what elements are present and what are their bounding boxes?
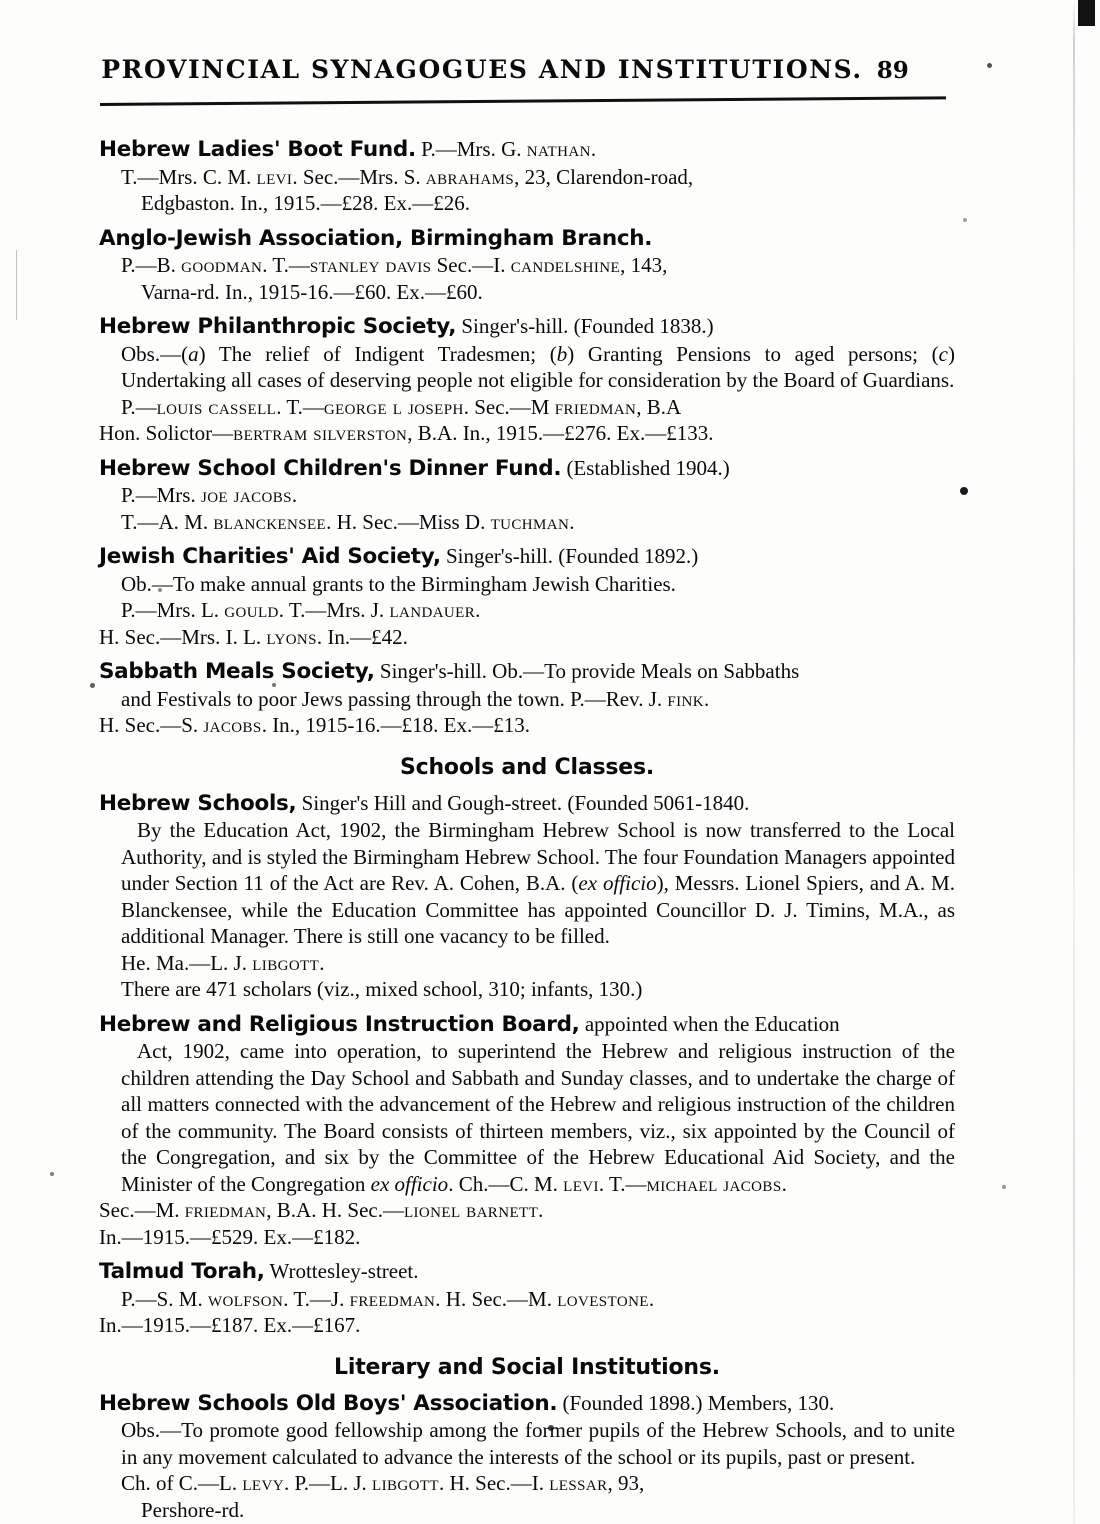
entry-detail-line: There are 471 scholars (viz., mixed school, 310; infants, 130.) — [121, 977, 643, 1001]
ink-speck — [960, 487, 968, 495]
entry-description-paragraph: Obs.—To promote good fellowship among the former pupils of the Hebrew Schools, and to unite in any movement calculated to advance the interests of the school or its pupils, past or present. — [121, 1418, 955, 1469]
entry-detail-line: In.—1915.—£187. Ex.—£167. — [99, 1313, 361, 1337]
entry-detail-line: T.—Mrs. C. M. levi. Sec.—Mrs. S. abrahams, 23, Clarendon-road, — [121, 164, 694, 189]
entry-description-paragraph: By the Education Act, 1902, the Birmingham Hebrew School is now transferred to the Local Authority, and is styled the Birmingham Hebrew School. The four Foundation Managers appointed under Section 11 of the Act are Rev. A. Cohen, B.A. (ex officio), Messrs. Lionel Spiers, and A. M. Blanckensee, while the Education Committee has appointed Councillor D. J. Timins, M.A., as additional Manager. There is still one vacancy to be filled. — [121, 818, 955, 948]
running-head — [0, 55, 1010, 84]
list-marker: c — [938, 341, 948, 366]
entry-title: Sabbath Meals Society, — [99, 659, 375, 684]
italic-phrase: ex officio — [370, 1171, 449, 1196]
name-smallcaps: libgott — [372, 1471, 439, 1495]
name-smallcaps: jacobs — [203, 713, 262, 737]
name-smallcaps: candelshine — [510, 253, 621, 277]
entry-title-line — [99, 313, 955, 341]
entry-detail-line: and Festivals to poor Jews passing through the town. P.—Rev. J. fink. — [121, 686, 710, 711]
entry-title: Hebrew and Religious Instruction Board, — [99, 1011, 580, 1037]
entry-title: Jewish Charities' Aid Society, — [99, 544, 441, 569]
entry-detail-line: Sec.—M. friedman, B.A. H. Sec.—lionel barnett. — [99, 1198, 544, 1222]
name-smallcaps: levi — [256, 164, 293, 189]
section-heading-schools-and-classes: Schools and Classes. — [399, 754, 655, 780]
entry-title-tail: Singer's-hill. Ob.—To provide Meals on Sabbaths — [379, 659, 800, 683]
entry-detail-line: P.—Mrs. L. gould. T.—Mrs. J. landauer. — [121, 598, 481, 622]
entry-detail-line: Hon. Solictor—bertram silverston, B.A. In., 1915.—£276. Ex.—£133. — [99, 421, 714, 445]
page-folio-number: 89 — [876, 57, 909, 84]
entry-description-paragraph: Act, 1902, came into operation, to superintend the Hebrew and religious instruction of the children attending the Day School and Sabbath and Sunday classes, and to undertake the charge of all matters connected with the advancement of the Hebrew and religious instruction of the children of the community. The Board consists of thirteen members, viz., six appointed by the Council of the Congregation, and six by the Committee of the Hebrew Educational Aid Society, and the Minister of the Congregation ex officio. Ch.—C. M. levi. T.—michael jacobs. — [121, 1039, 955, 1196]
name-smallcaps: friedman — [554, 394, 637, 419]
entry-detail-line: T.—A. M. blanckensee. H. Sec.—Miss D. tuchman. — [121, 509, 575, 534]
entry-detail-line: Varna-rd. In., 1915-16.—£60. Ex.—£60. — [141, 279, 483, 304]
entry-detail-line: Edgbaston. In., 1915.—£28. Ex.—£26. — [141, 191, 470, 215]
entry-detail-line: P.—Mrs. joe jacobs. — [121, 483, 298, 507]
name-smallcaps: abrahams — [425, 164, 515, 189]
entry-detail-line: Ob.—To make annual grants to the Birmingham Jewish Charities. — [121, 571, 676, 596]
entry-title-tail: appointed when the Education — [584, 1011, 840, 1036]
entry-detail-line: In.—1915.—£529. Ex.—£182. — [99, 1224, 361, 1249]
entry-detail-line: He. Ma.—L. J. libgott. — [121, 950, 325, 975]
entry-detail-line: Pershore-rd. — [141, 1497, 245, 1522]
page-edge-artifact — [1073, 0, 1075, 1524]
name-smallcaps: michael jacobs — [646, 1171, 782, 1196]
name-smallcaps: blanckensee — [213, 509, 327, 534]
name-smallcaps: goodman — [181, 253, 263, 277]
entry-detail-line: P.—louis cassell. T.—george l joseph. Sec.—M friedman, B.A — [121, 394, 682, 419]
entry-detail-line: P.—B. goodman. T.—stanley davis Sec.—I. candelshine, 143, — [121, 253, 668, 277]
name-smallcaps: lionel barnett — [403, 1198, 539, 1222]
entry-inline-detail: P.—Mrs. G. nathan. — [421, 137, 597, 161]
directory-entry-hebrew-and-religious-instruction-board — [99, 1011, 955, 1251]
name-smallcaps: george l joseph — [323, 394, 464, 419]
entry-title: Talmud Torah, — [99, 1259, 265, 1284]
entry-detail-line: H. Sec.—S. jacobs. In., 1915-16.—£18. Ex.—£13. — [99, 713, 531, 737]
entry-description-paragraph: Obs.—(a) The relief of Indigent Tradesmen; (b) Granting Pensions to aged persons; (c) Undertaking all cases of deserving people not eligible for consideration by the Board of Guardians. — [121, 341, 955, 392]
name-smallcaps: nathan — [526, 137, 591, 161]
name-smallcaps: lessar — [549, 1471, 608, 1495]
entry-title-line — [99, 225, 955, 253]
directory-entry-sabbath-meals-society — [99, 658, 955, 739]
entry-title-line — [99, 455, 955, 483]
name-smallcaps: wolfson — [207, 1286, 284, 1311]
entry-title: Hebrew Schools, — [99, 790, 297, 816]
directory-entry-hebrew-schools-old-boys-association — [99, 1390, 955, 1524]
text-column — [99, 136, 955, 1524]
ink-speck — [1002, 1185, 1006, 1189]
running-head-title: PROVINCIAL SYNAGOGUES AND INSTITUTIONS. — [101, 55, 863, 84]
entry-title-line — [99, 136, 955, 164]
entry-title: Anglo-Jewish Association, Birmingham Branch. — [99, 225, 653, 251]
name-smallcaps: landauer — [389, 598, 476, 622]
name-smallcaps: freedman — [349, 1286, 436, 1311]
ink-speck — [90, 683, 95, 688]
entry-title-tail: Wrottesley-street. — [269, 1259, 419, 1283]
name-smallcaps: levi — [563, 1171, 599, 1196]
entry-title-line — [99, 658, 955, 686]
entry-title-tail: Singer's-hill. (Founded 1892.) — [445, 544, 699, 568]
entry-title-tail: Singer's-hill. (Founded 1838.) — [461, 314, 714, 338]
directory-entry-talmud-torah — [99, 1258, 955, 1339]
italic-phrase: ex officio — [578, 871, 657, 895]
name-smallcaps: libgott — [252, 950, 320, 975]
entry-title: Hebrew School Children's Dinner Fund. — [99, 455, 562, 481]
entry-title-line — [99, 1011, 955, 1039]
entry-title-line — [99, 1390, 955, 1418]
name-smallcaps: levy — [242, 1471, 284, 1495]
entry-title: Hebrew Schools Old Boys' Association. — [99, 1390, 558, 1416]
entry-title-tail: (Established 1904.) — [566, 455, 730, 480]
name-smallcaps: fink — [667, 686, 704, 711]
entry-detail-line: Ch. of C.—L. levy. P.—L. J. libgott. H. Sec.—I. lessar, 93, — [121, 1471, 645, 1495]
name-smallcaps: louis cassell — [156, 394, 277, 419]
entry-title: Hebrew Philanthropic Society, — [99, 314, 457, 339]
list-marker: a — [188, 341, 199, 366]
entry-title-tail: (Founded 1898.) Members, 130. — [562, 1390, 835, 1415]
entry-detail-line: H. Sec.—Mrs. I. L. lyons. In.—£42. — [99, 624, 408, 649]
name-smallcaps: gould — [224, 598, 279, 622]
entry-title: Hebrew Ladies' Boot Fund. — [99, 137, 416, 162]
entry-title-line — [99, 790, 955, 818]
left-edge-artifact — [16, 250, 17, 320]
entry-detail-line: P.—S. M. wolfson. T.—J. freedman. H. Sec.—M. lovestone. — [121, 1286, 655, 1311]
name-smallcaps: tuchman — [490, 509, 570, 534]
name-smallcaps: bertram silverston — [233, 421, 408, 445]
section-heading-literary-and-social: Literary and Social Institutions. — [334, 1354, 720, 1380]
name-smallcaps: lovestone — [557, 1286, 649, 1311]
directory-entry-hebrew-school-childrens-dinner-fund — [99, 455, 955, 536]
corner-ink-mark — [1078, 0, 1095, 26]
ink-speck — [50, 1172, 54, 1176]
directory-entry-hebrew-philanthropic-society — [99, 313, 955, 447]
name-smallcaps: lyons — [266, 624, 317, 649]
entry-title-line — [99, 1258, 955, 1286]
name-smallcaps: joe jacobs — [200, 483, 292, 507]
name-smallcaps: friedman — [184, 1198, 267, 1222]
directory-entry-anglo-jewish-association — [99, 225, 955, 306]
entry-title-tail: Singer's Hill and Gough-street. (Founded 5061-1840. — [301, 790, 750, 815]
header-rule — [100, 96, 946, 106]
directory-entry-jewish-charities-aid-society — [99, 543, 955, 650]
list-marker: b — [556, 341, 568, 366]
directory-entry-hebrew-schools — [99, 790, 955, 1003]
ink-speck — [963, 218, 967, 222]
directory-entry-hebrew-ladies-boot-fund — [99, 136, 955, 217]
name-smallcaps: stanley davis — [309, 253, 432, 277]
entry-title-line — [99, 543, 955, 571]
